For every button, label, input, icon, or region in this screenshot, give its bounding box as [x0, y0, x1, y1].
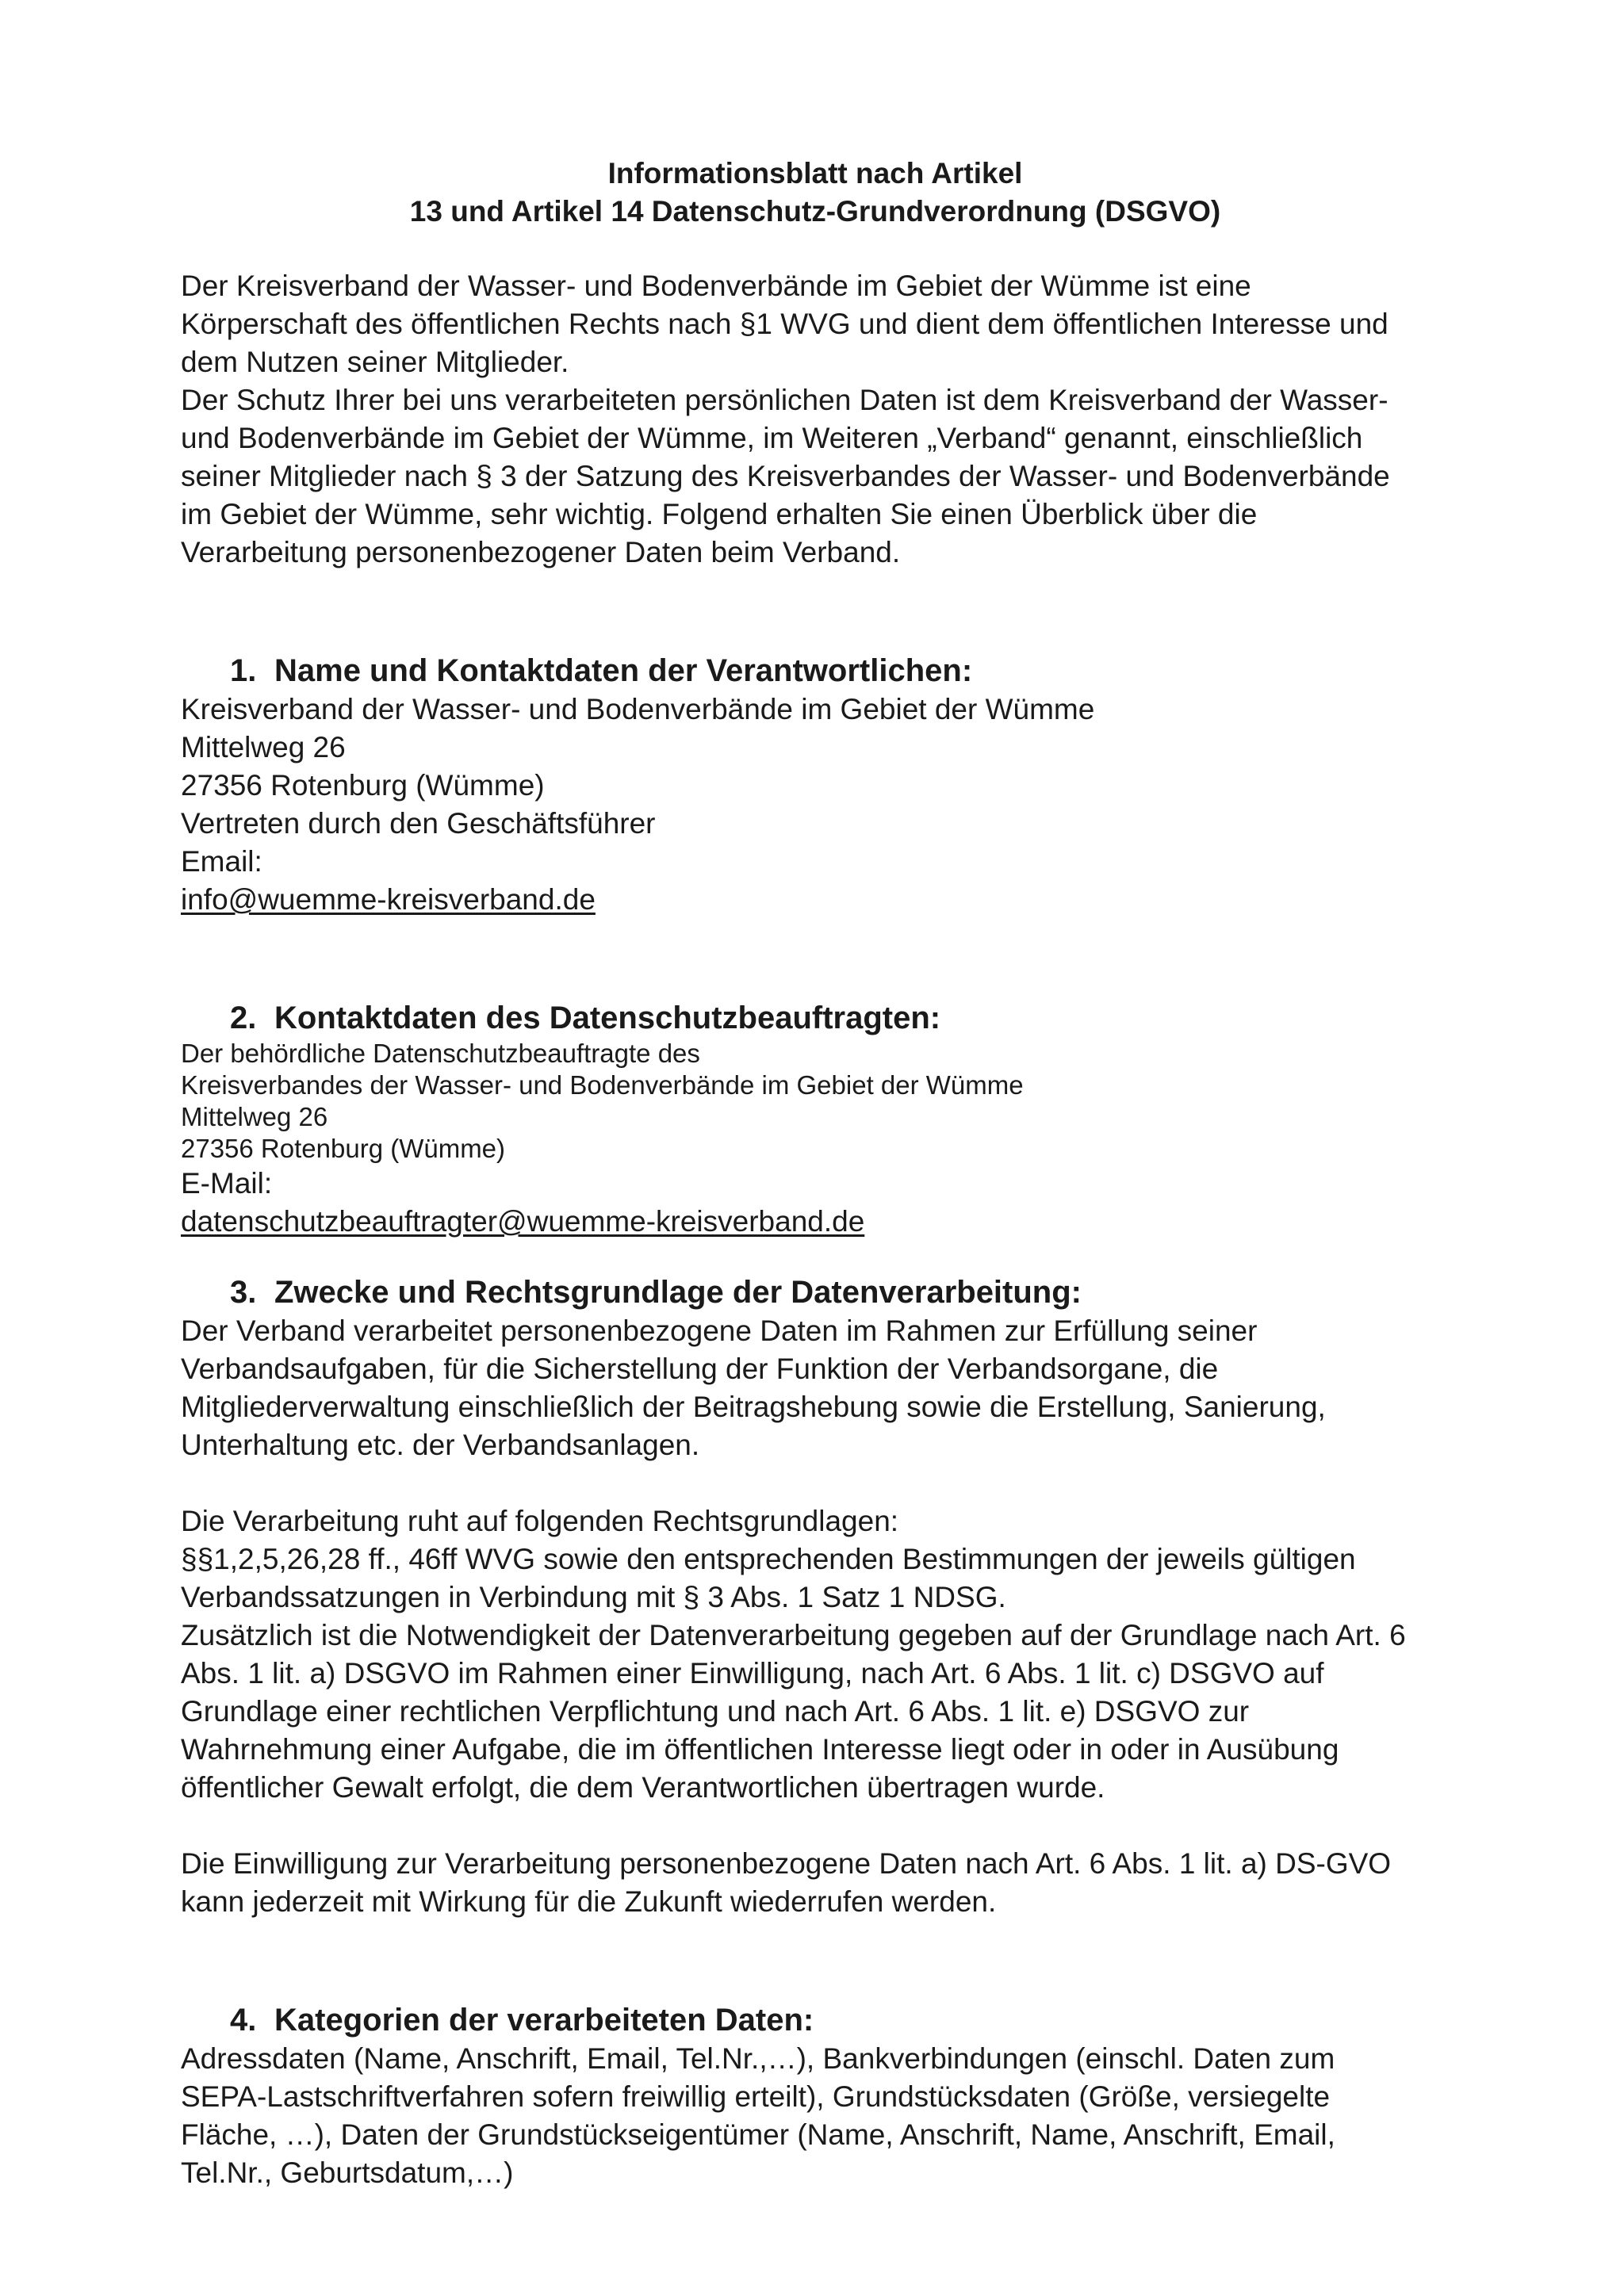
section-3-line: Die Verarbeitung ruht auf folgenden Rechtsgrundlagen: [181, 1505, 899, 1537]
intro-line: Der Schutz Ihrer bei uns verarbeiteten persönlichen Daten ist dem Kreisverband der Wasser- [181, 384, 1388, 416]
section-1-email-label: Email: [181, 845, 262, 878]
section-3-line: §§1,2,5,26,28 ff., 46ff WVG sowie den entsprechenden Bestimmungen der jeweils gültigen [181, 1543, 1356, 1575]
controller-email-link[interactable]: info@wuemme-kreisverband.de [181, 883, 596, 916]
section-2-email-line [181, 1165, 1450, 1241]
intro-line: Der Kreisverband der Wasser- und Bodenverbände im Gebiet der Wümme ist eine [181, 270, 1251, 302]
intro-line: Körperschaft des öffentlichen Rechts nach §1 WVG und dient dem öffentlichen Interesse und [181, 308, 1388, 340]
section-4-line: Fläche, …), Daten der Grundstückseigentümer (Name, Anschrift, Name, Anschrift, Email, [181, 2118, 1335, 2151]
section-3-line: Unterhaltung etc. der Verbandsanlagen. [181, 1429, 700, 1461]
section-2-line: Der behördliche Datenschutzbeauftragte des [181, 1039, 700, 1068]
section-4-number: 4. [230, 2003, 257, 2038]
section-3-line: Die Einwilligung zur Verarbeitung personenbezogene Daten nach Art. 6 Abs. 1 lit. a) DS-GVO [181, 1847, 1392, 1880]
section-2-email-row [181, 1165, 1450, 1241]
section-3-line: Abs. 1 lit. a) DSGVO im Rahmen einer Einwilligung, nach Art. 6 Abs. 1 lit. c) DSGVO auf [181, 1657, 1324, 1689]
section-2-body [181, 1038, 1450, 1165]
section-3-line: Grundlage einer rechtlichen Verpflichtung und nach Art. 6 Abs. 1 lit. e) DSGVO zur [181, 1695, 1250, 1728]
intro-line: dem Nutzen seiner Mitglieder. [181, 346, 569, 378]
section-2-line: 27356 Rotenburg (Wümme) [181, 1134, 506, 1163]
section-4-title: Kategorien der verarbeiteten Daten: [274, 2003, 814, 2038]
section-3-consent-paragraph [181, 1845, 1450, 1921]
section-3-line: Zusätzlich ist die Notwendigkeit der Datenverarbeitung gegeben auf der Grundlage nach Art. 6 [181, 1619, 1406, 1651]
intro-line: und Bodenverbände im Gebiet der Wümme, im Weiteren „Verband“ genannt, einschließlich [181, 422, 1363, 454]
section-2-number: 2. [230, 1001, 257, 1035]
section-4-line: SEPA-Lastschriftverfahren sofern freiwillig erteilt), Grundstücksdaten (Größe, versiegelte [181, 2080, 1331, 2113]
section-2-line: Kreisverbandes der Wasser- und Bodenverbände im Gebiet der Wümme [181, 1070, 1024, 1100]
dpo-email-link[interactable]: datenschutzbeauftragter@wuemme-kreisverband.de [181, 1205, 865, 1238]
section-3-line: Der Verband verarbeitet personenbezogene Daten im Rahmen zur Erfüllung seiner [181, 1314, 1258, 1347]
section-2-email-label: E-Mail: [181, 1167, 273, 1200]
title-line-1: Informationsblatt nach Artikel [607, 157, 1023, 189]
section-3-line: öffentlicher Gewalt erfolgt, die dem Verantwortlichen übertragen wurde. [181, 1771, 1105, 1804]
section-3-title: Zwecke und Rechtsgrundlage der Datenverarbeitung: [274, 1275, 1082, 1310]
section-4-body [181, 2040, 1450, 2192]
section-2-title: Kontaktdaten des Datenschutzbeauftragten: [274, 1001, 941, 1035]
section-3-heading [181, 1272, 1450, 1312]
intro-line: seiner Mitglieder nach § 3 der Satzung des Kreisverbandes der Wasser- und Bodenverbände [181, 460, 1390, 492]
section-1-email-line [181, 843, 1450, 919]
section-4-heading [181, 2000, 1450, 2040]
section-2-line: Mittelweg 26 [181, 1102, 328, 1131]
section-3-line: kann jederzeit mit Wirkung für die Zukunft wiederrufen werden. [181, 1885, 997, 1918]
section-3-number: 3. [230, 1275, 257, 1310]
document-title [181, 155, 1450, 231]
section-1-line: Kreisverband der Wasser- und Bodenverbände im Gebiet der Wümme [181, 693, 1095, 725]
intro-paragraph [181, 267, 1450, 572]
document-page [181, 155, 1450, 2192]
section-3-line: Mitgliederverwaltung einschließlich der Beitragshebung sowie die Erstellung, Sanierung, [181, 1391, 1326, 1423]
section-3-line: Verbandsaufgaben, für die Sicherstellung der Funktion der Verbandsorgane, die [181, 1353, 1219, 1385]
title-line-2: 13 und Artikel 14 Datenschutz-Grundverordnung (DSGVO) [409, 195, 1221, 228]
section-3-line: Wahrnehmung einer Aufgabe, die im öffentlichen Interesse liegt oder in oder in Ausübung [181, 1733, 1339, 1766]
section-4-line: Adressdaten (Name, Anschrift, Email, Tel.Nr.,…), Bankverbindungen (einschl. Daten zum [181, 2042, 1335, 2075]
intro-line: Verarbeitung personenbezogener Daten beim Verband. [181, 536, 901, 568]
section-3-line: Verbandssatzungen in Verbindung mit § 3 Abs. 1 Satz 1 NDSG. [181, 1581, 1006, 1613]
section-1-line: 27356 Rotenburg (Wümme) [181, 769, 545, 802]
section-1-line: Vertreten durch den Geschäftsführer [181, 807, 656, 840]
section-1-heading [181, 651, 1450, 691]
section-1-line: Mittelweg 26 [181, 731, 346, 763]
intro-line: im Gebiet der Wümme, sehr wichtig. Folgend erhalten Sie einen Überblick über die [181, 498, 1258, 530]
section-1-number: 1. [230, 653, 257, 688]
section-4-line: Tel.Nr., Geburtsdatum,…) [181, 2156, 514, 2189]
section-3-purpose-paragraph [181, 1312, 1450, 1464]
section-1-title: Name und Kontaktdaten der Verantwortlichen: [274, 653, 973, 688]
section-2-heading [181, 998, 1450, 1038]
section-3-legal-basis-paragraph [181, 1502, 1450, 1807]
section-1-body [181, 691, 1450, 919]
